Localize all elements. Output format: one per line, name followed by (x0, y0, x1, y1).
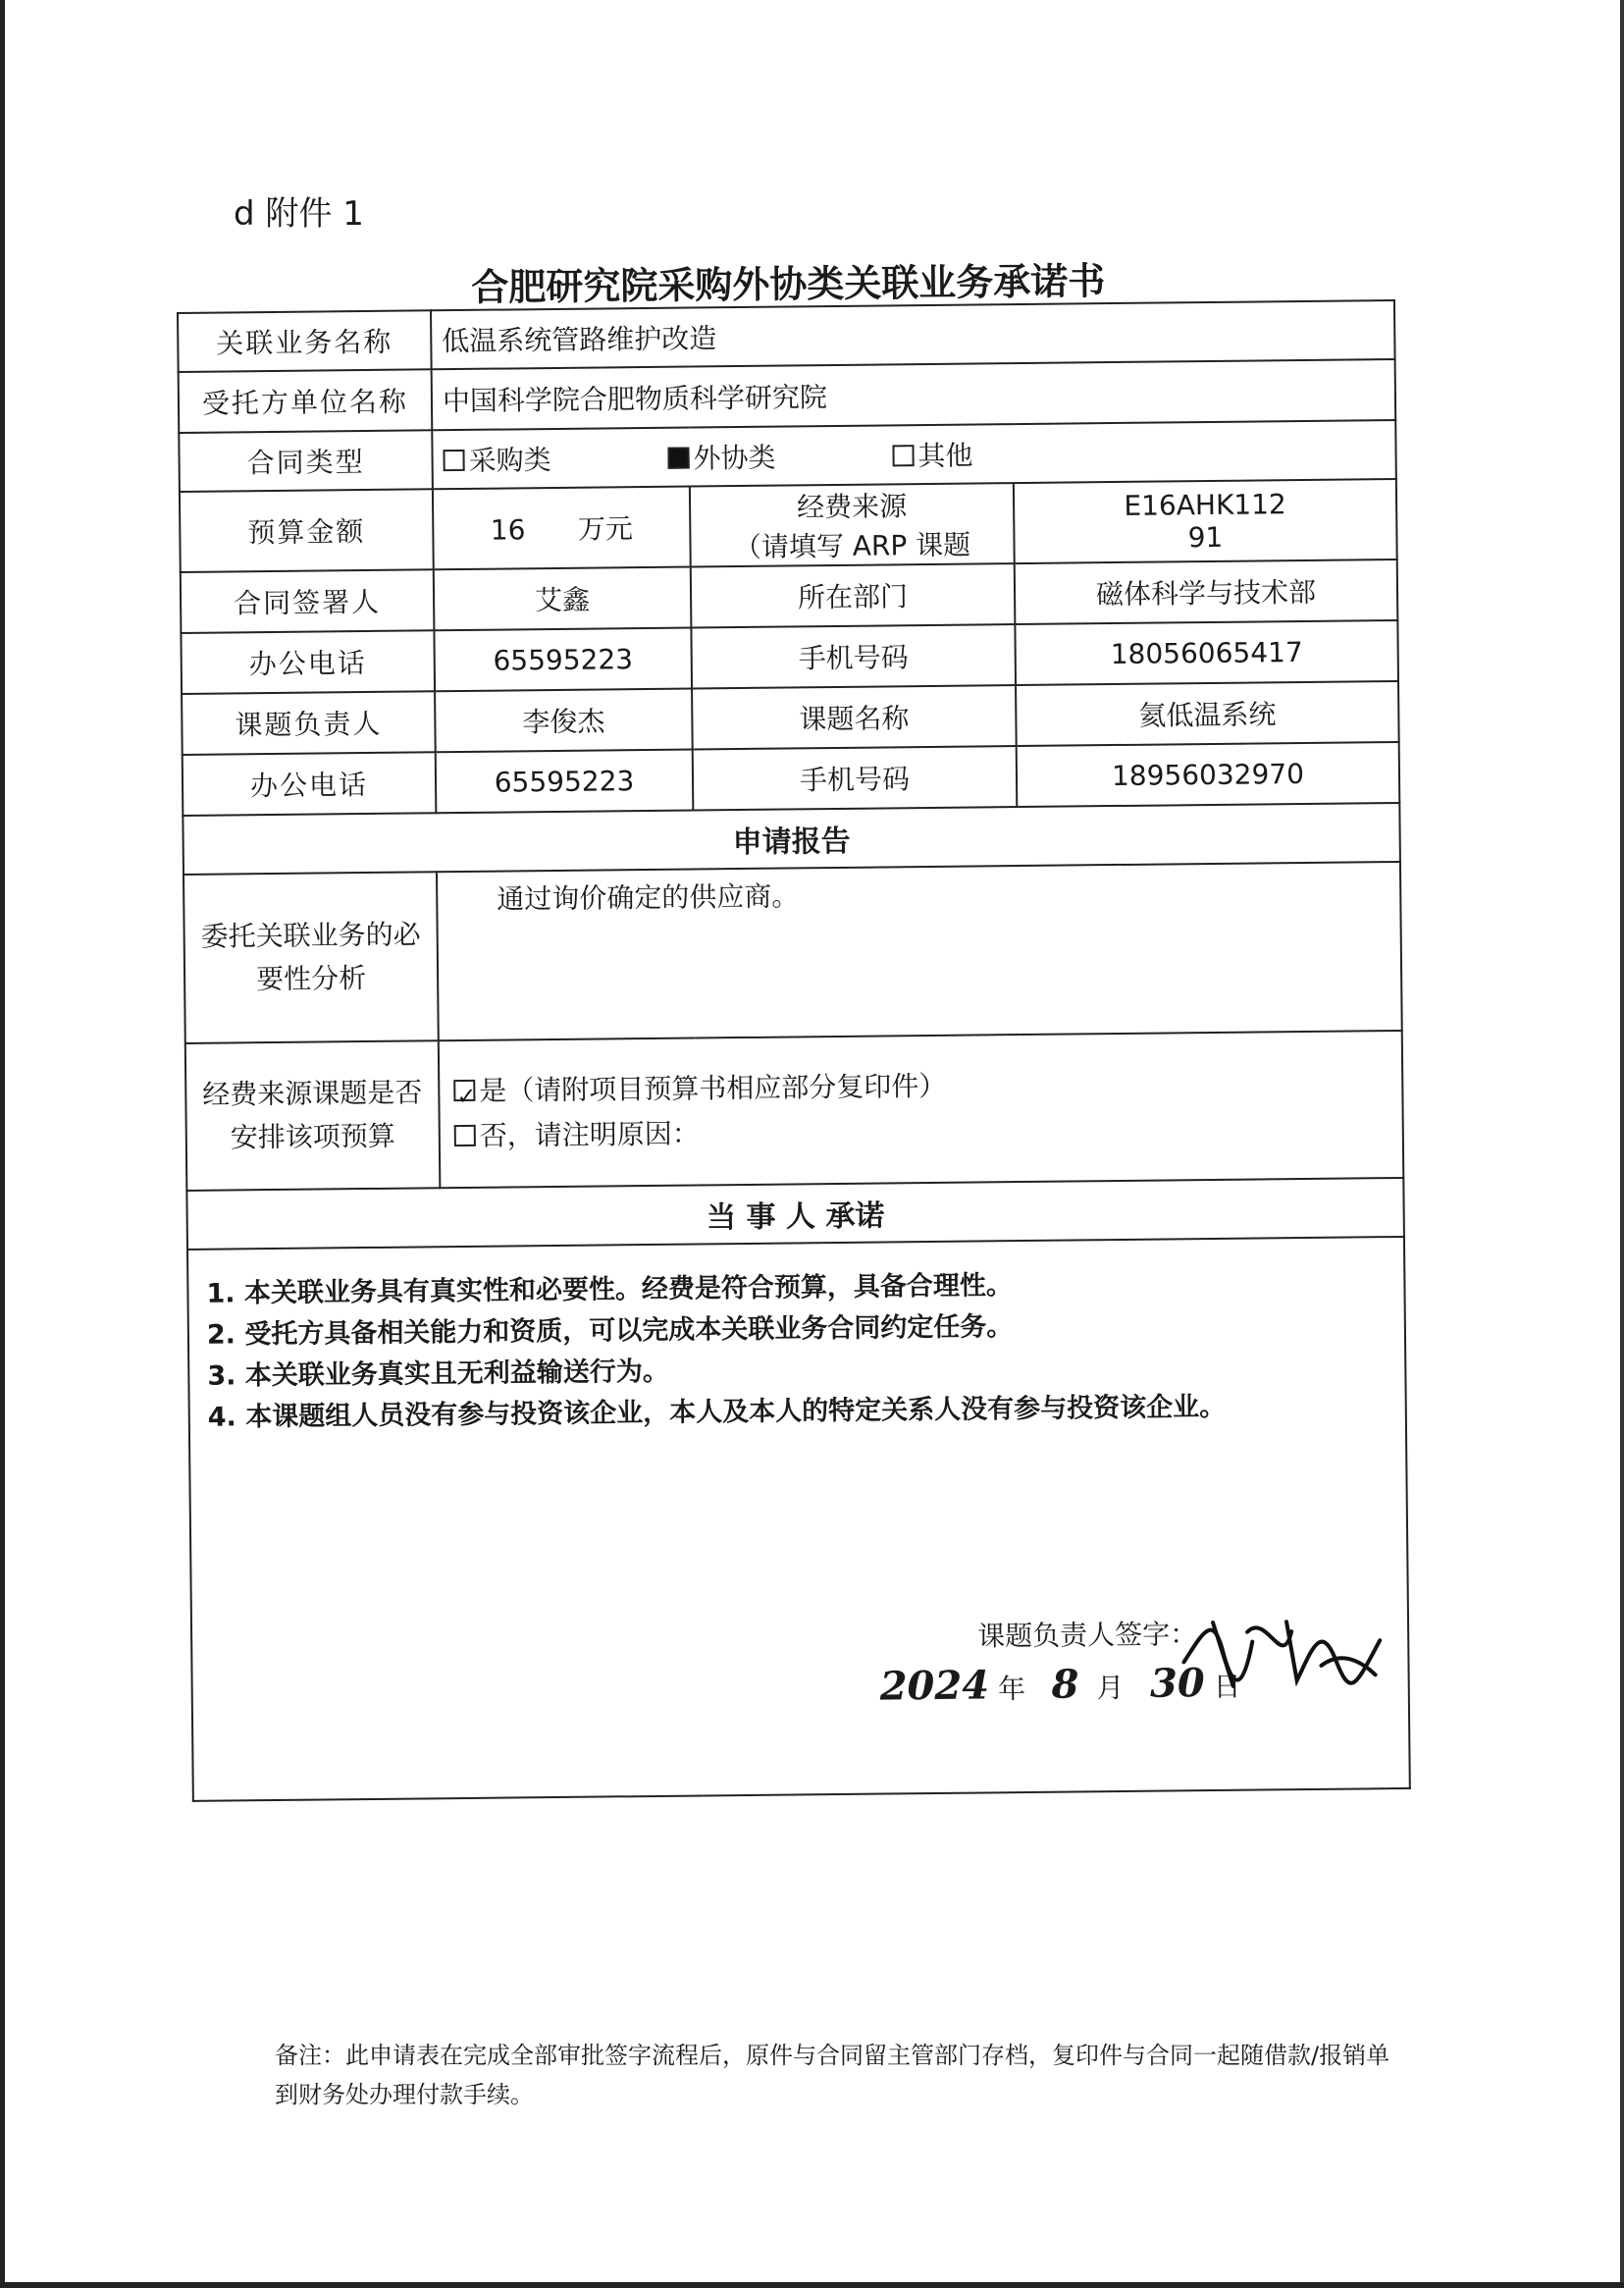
checkbox-unchecked-icon[interactable] (892, 445, 914, 466)
business-name-value: 低温系统管路维护改造 (431, 300, 1395, 369)
budget-amount: 16 万元 (433, 487, 691, 570)
date-year: 2024 (879, 1662, 990, 1710)
date-day: 30 (1149, 1660, 1205, 1707)
option-other[interactable]: 其他 (892, 435, 972, 475)
handwritten-signature (1174, 1591, 1390, 1701)
application-section-title: 申请报告 (183, 803, 1400, 875)
fund-source-value: E16AHK112 91 (1014, 479, 1397, 563)
necessity-text: 通过询价确定的供应商。 (437, 862, 1402, 1040)
commitment-form (177, 299, 1410, 1873)
checkbox-unchecked-icon[interactable] (454, 1125, 476, 1146)
commitment-body (187, 1237, 1410, 1801)
business-name-label: 关联业务名称 (178, 310, 432, 372)
budget-label: 预算金额 (180, 489, 434, 572)
signer-label: 合同签署人 (181, 569, 435, 633)
budget-arranged-label: 经费来源课题是否 安排该项预算 (185, 1040, 441, 1191)
entrusted-unit-value: 中国科学院合肥物质科学研究院 (432, 359, 1396, 430)
fund-source-label: 经费来源 （请填写 ARP 课题 (690, 483, 1015, 566)
checkbox-checked-icon[interactable] (453, 1080, 475, 1101)
date-month: 8 (1051, 1661, 1079, 1708)
entrusted-unit-label: 受托方单位名称 (179, 369, 433, 433)
signature-date: 2024 年 8 月 30 日 (879, 1660, 1241, 1710)
footer-note: 备注：此申请表在完成全部审批签字流程后，原件与合同留主管部门存档，复印件与合同一起随借款/报销单到财务处办理付款手续。 (275, 2042, 1390, 2108)
commitment-item: 4. 本课题组人员没有参与投资该企业，本人及本人的特定关系人没有参与投资该企业。 (207, 1391, 1227, 1433)
row-budget-arranged (185, 1031, 1404, 1191)
document-title: 合肥研究院采购外协类关联业务承诺书 (471, 259, 1106, 309)
checkbox-unchecked-icon[interactable] (443, 450, 464, 471)
project-name-label: 课题名称 (692, 685, 1017, 749)
mobile-value: 18056065417 (1015, 620, 1398, 685)
office-phone-label-2: 办公电话 (183, 752, 437, 816)
commitment-list (198, 1238, 1395, 1439)
option-yes[interactable]: ✓是（请附项目预算书相应部分复印件） (453, 1059, 1391, 1114)
contract-type-options (432, 420, 1396, 489)
leader-value: 李俊杰 (435, 689, 693, 753)
necessity-label: 委托关联业务的必 要性分析 (183, 872, 439, 1043)
contract-type-label: 合同类型 (179, 430, 433, 492)
row-necessity (183, 862, 1402, 1043)
mobile-label-2: 手机号码 (693, 746, 1018, 810)
signer-value: 艾鑫 (434, 567, 692, 631)
signature-label: 课题负责人签字： (976, 1618, 1198, 1653)
option-purchase[interactable]: 采购类 (443, 439, 550, 479)
row-commitment (187, 1237, 1410, 1801)
option-outsource[interactable]: 外协类 (667, 437, 775, 477)
budget-arranged-options (439, 1031, 1404, 1188)
option-no[interactable]: 否，请注明原因： (454, 1104, 1392, 1159)
office-phone-value: 65595223 (434, 628, 692, 692)
commitment-item: 3. 本关联业务真实且无利益输送行为。 (207, 1356, 669, 1392)
scan-edge-bottom (0, 2282, 1624, 2288)
commitment-item: 1. 本关联业务具有真实性和必要性。经费是符合预算，具备合理性。 (206, 1270, 1014, 1309)
attachment-label: d 附件 1 (234, 194, 364, 234)
row-budget (180, 479, 1397, 572)
mobile-label: 手机号码 (691, 624, 1016, 688)
office-phone-label: 办公电话 (181, 630, 435, 694)
department-label: 所在部门 (691, 563, 1016, 627)
commitment-item: 2. 受托方具备相关能力和资质，可以完成本关联业务合同约定任务。 (206, 1311, 1014, 1351)
project-name-value: 氦低温系统 (1016, 681, 1399, 746)
office-phone-value-2: 65595223 (436, 750, 694, 814)
mobile-value-2: 18956032970 (1017, 742, 1400, 807)
leader-label: 课题负责人 (182, 691, 436, 755)
commitment-section-title: 当 事 人 承诺 (186, 1178, 1404, 1250)
scan-edge-left (0, 0, 5, 2288)
department-value: 磁体科学与技术部 (1015, 559, 1398, 624)
checkbox-filled-icon[interactable] (667, 448, 689, 469)
scan-edge-right (1620, 0, 1624, 2288)
